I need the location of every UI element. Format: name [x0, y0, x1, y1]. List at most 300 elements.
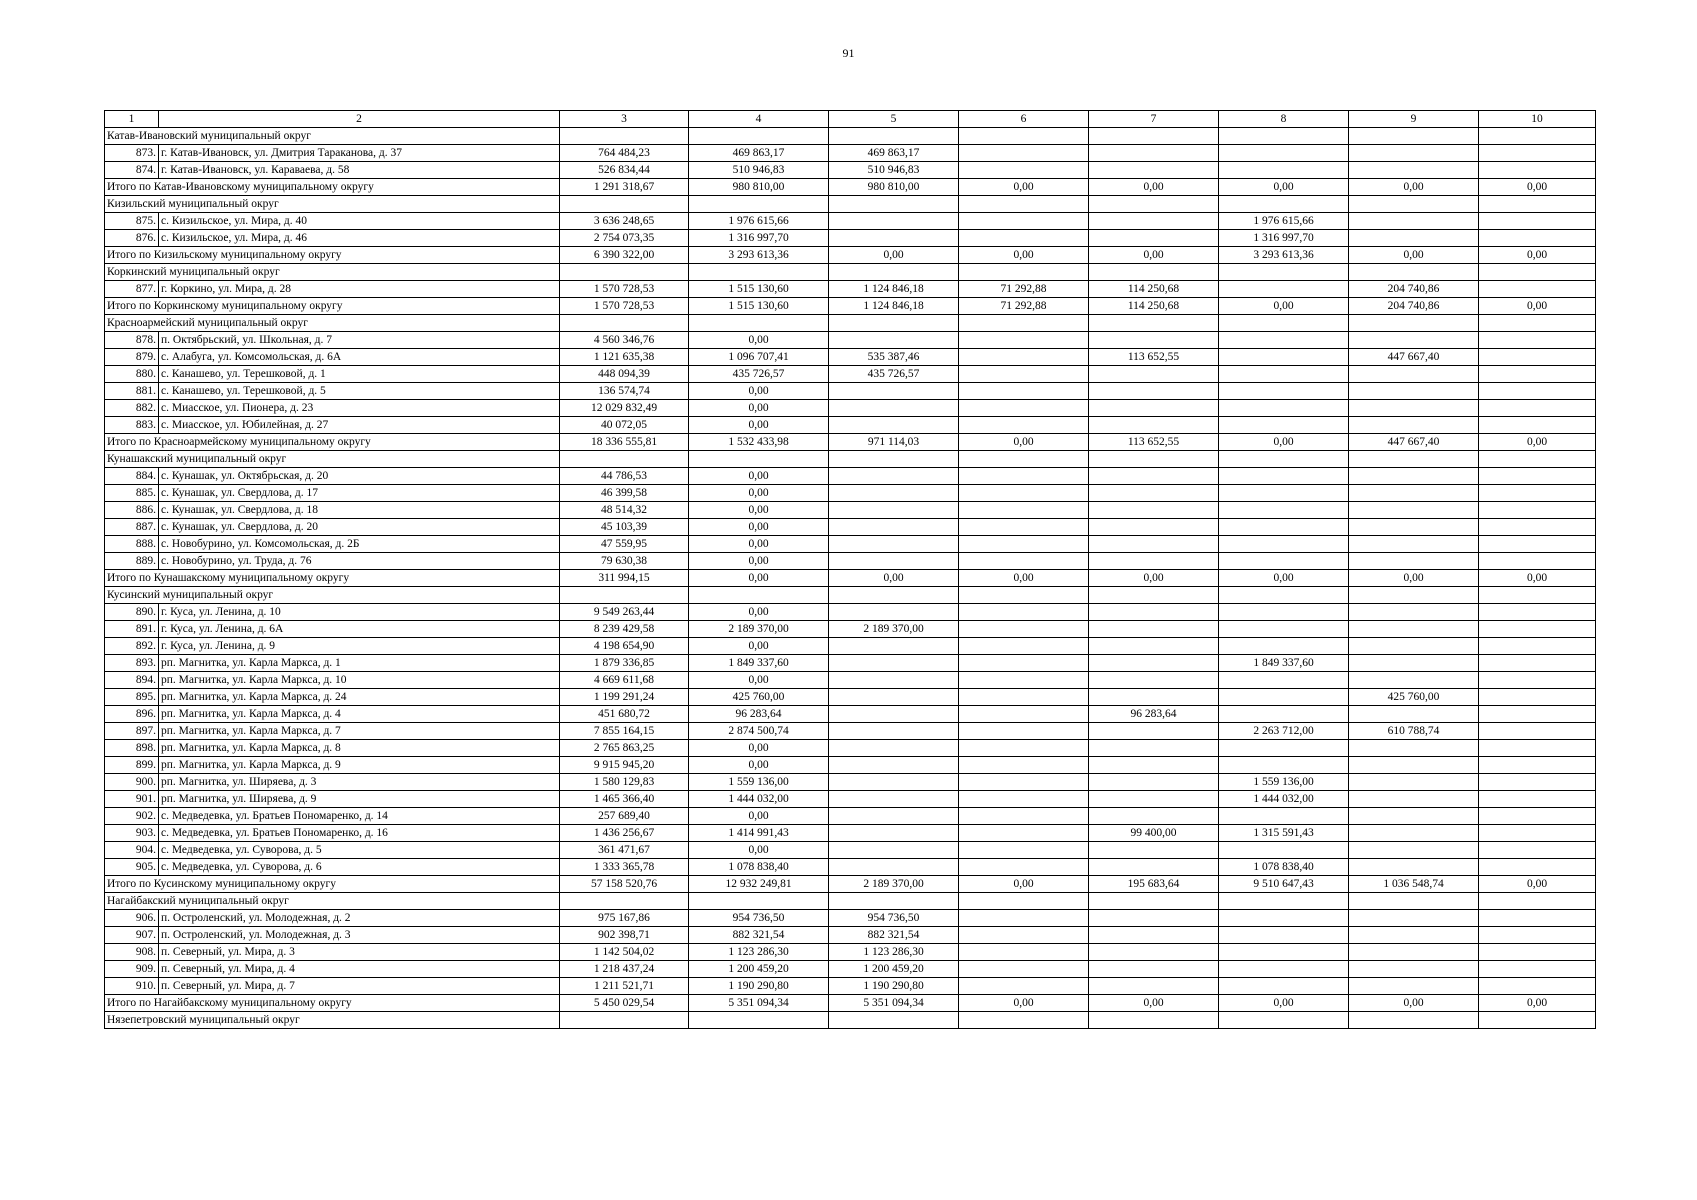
group-label: Катав-Ивановский муниципальный округ: [105, 128, 560, 145]
table-cell: [829, 672, 959, 689]
table-cell: 0,00: [1219, 570, 1349, 587]
address-cell: п. Северный, ул. Мира, д. 3: [159, 944, 560, 961]
column-header: 3: [560, 111, 689, 128]
table-row: [105, 417, 1596, 434]
table-cell: 1 190 290,80: [689, 978, 829, 995]
table-row: [105, 519, 1596, 536]
table-cell: 0,00: [959, 247, 1089, 264]
table-cell: 0,00: [1219, 434, 1349, 451]
table-cell: 902 398,71: [560, 927, 689, 944]
table-cell: [959, 145, 1089, 162]
table-cell: 0,00: [1219, 298, 1349, 315]
table-cell: [959, 825, 1089, 842]
table-cell: [1219, 349, 1349, 366]
row-number: 900.: [105, 774, 159, 791]
table-cell: 469 863,17: [829, 145, 959, 162]
table-cell: [1219, 757, 1349, 774]
table-cell: [959, 672, 1089, 689]
table-cell: 1 211 521,71: [560, 978, 689, 995]
table-cell: [1089, 621, 1219, 638]
table-cell: [1349, 468, 1479, 485]
total-label: Итого по Кизильскому муниципальному округу: [105, 247, 560, 264]
address-cell: рп. Магнитка, ул. Карла Маркса, д. 7: [159, 723, 560, 740]
group-header-row: [105, 196, 1596, 213]
table-row: [105, 859, 1596, 876]
table-row: [105, 978, 1596, 995]
group-header-row: [105, 893, 1596, 910]
table-cell: 0,00: [1089, 247, 1219, 264]
address-cell: с. Кунашак, ул. Свердлова, д. 18: [159, 502, 560, 519]
table-cell: 0,00: [689, 400, 829, 417]
table-cell: 0,00: [689, 417, 829, 434]
table-cell: [829, 638, 959, 655]
table-cell: [1349, 553, 1479, 570]
row-number: 889.: [105, 553, 159, 570]
table-cell: 1 316 997,70: [689, 230, 829, 247]
table-cell: 2 874 500,74: [689, 723, 829, 740]
table-cell: 1 142 504,02: [560, 944, 689, 961]
table-cell: [689, 264, 829, 281]
table-cell: [1219, 451, 1349, 468]
table-cell: 0,00: [1349, 570, 1479, 587]
table-cell: 71 292,88: [959, 281, 1089, 298]
table-cell: [1349, 213, 1479, 230]
table-cell: [1479, 944, 1596, 961]
table-row: [105, 604, 1596, 621]
address-cell: рп. Магнитка, ул. Ширяева, д. 3: [159, 774, 560, 791]
row-number: 887.: [105, 519, 159, 536]
table-cell: [1349, 978, 1479, 995]
table-cell: [1479, 230, 1596, 247]
table-cell: [959, 740, 1089, 757]
table-cell: [959, 502, 1089, 519]
table-cell: [829, 740, 959, 757]
table-cell: [1349, 944, 1479, 961]
row-number: 886.: [105, 502, 159, 519]
table-cell: [1479, 400, 1596, 417]
table-cell: [959, 468, 1089, 485]
table-cell: [829, 128, 959, 145]
table-cell: [1219, 553, 1349, 570]
table-cell: [1349, 961, 1479, 978]
table-cell: [959, 536, 1089, 553]
table-cell: [1479, 604, 1596, 621]
table-cell: 4 560 346,76: [560, 332, 689, 349]
table-cell: 1 570 728,53: [560, 298, 689, 315]
table-cell: 5 351 094,34: [829, 995, 959, 1012]
table-cell: [1089, 791, 1219, 808]
group-header-row: [105, 587, 1596, 604]
table-cell: [959, 315, 1089, 332]
table-cell: [1089, 502, 1219, 519]
table-cell: 136 574,74: [560, 383, 689, 400]
table-cell: 0,00: [1479, 434, 1596, 451]
table-cell: 204 740,86: [1349, 281, 1479, 298]
table-row: [105, 230, 1596, 247]
table-cell: [1479, 757, 1596, 774]
table-cell: 44 786,53: [560, 468, 689, 485]
table-cell: [1479, 740, 1596, 757]
table-cell: 1 465 366,40: [560, 791, 689, 808]
group-label: Коркинский муниципальный округ: [105, 264, 560, 281]
table-cell: [1089, 927, 1219, 944]
table-cell: 0,00: [689, 468, 829, 485]
table-cell: [959, 978, 1089, 995]
table-cell: [1349, 859, 1479, 876]
table-cell: 18 336 555,81: [560, 434, 689, 451]
table-cell: 361 471,67: [560, 842, 689, 859]
address-cell: рп. Магнитка, ул. Карла Маркса, д. 8: [159, 740, 560, 757]
table-cell: 1 218 437,24: [560, 961, 689, 978]
row-number: 903.: [105, 825, 159, 842]
table-cell: [1089, 638, 1219, 655]
table-cell: 954 736,50: [829, 910, 959, 927]
table-cell: 40 072,05: [560, 417, 689, 434]
table-cell: [829, 468, 959, 485]
row-number: 885.: [105, 485, 159, 502]
table-cell: 0,00: [829, 247, 959, 264]
table-cell: 435 726,57: [829, 366, 959, 383]
table-cell: [959, 927, 1089, 944]
table-cell: 447 667,40: [1349, 349, 1479, 366]
row-number: 878.: [105, 332, 159, 349]
table-cell: [1219, 740, 1349, 757]
table-cell: 1 190 290,80: [829, 978, 959, 995]
table-cell: [689, 128, 829, 145]
row-number: 893.: [105, 655, 159, 672]
register-table: [104, 110, 1596, 1029]
address-cell: п. Северный, ул. Мира, д. 7: [159, 978, 560, 995]
table-cell: 764 484,23: [560, 145, 689, 162]
table-cell: [1219, 485, 1349, 502]
row-number: 880.: [105, 366, 159, 383]
table-cell: 0,00: [959, 570, 1089, 587]
table-cell: [1219, 281, 1349, 298]
table-row: [105, 825, 1596, 842]
table-cell: 5 351 094,34: [689, 995, 829, 1012]
table-cell: [1479, 927, 1596, 944]
table-cell: 0,00: [689, 740, 829, 757]
table-cell: [1479, 859, 1596, 876]
table-cell: [1479, 774, 1596, 791]
table-cell: 1 200 459,20: [689, 961, 829, 978]
address-cell: рп. Магнитка, ул. Карла Маркса, д. 24: [159, 689, 560, 706]
address-cell: с. Кунашак, ул. Октябрьская, д. 20: [159, 468, 560, 485]
table-body: [105, 111, 1596, 1029]
address-cell: рп. Магнитка, ул. Карла Маркса, д. 10: [159, 672, 560, 689]
table-cell: [1349, 366, 1479, 383]
table-cell: [829, 196, 959, 213]
table-cell: [959, 349, 1089, 366]
table-cell: [560, 587, 689, 604]
table-cell: 1 200 459,20: [829, 961, 959, 978]
table-cell: [959, 196, 1089, 213]
table-cell: 1 879 336,85: [560, 655, 689, 672]
table-cell: 0,00: [1089, 570, 1219, 587]
table-cell: [1089, 604, 1219, 621]
table-cell: [1479, 196, 1596, 213]
table-cell: 2 189 370,00: [829, 876, 959, 893]
table-row: [105, 366, 1596, 383]
table-row: [105, 553, 1596, 570]
table-cell: 1 515 130,60: [689, 298, 829, 315]
group-label: Кунашакский муниципальный округ: [105, 451, 560, 468]
table-cell: 0,00: [689, 757, 829, 774]
table-cell: 2 263 712,00: [1219, 723, 1349, 740]
row-number: 890.: [105, 604, 159, 621]
table-cell: [1349, 1012, 1479, 1029]
table-cell: 0,00: [959, 179, 1089, 196]
table-cell: 0,00: [1349, 247, 1479, 264]
table-cell: 1 849 337,60: [1219, 655, 1349, 672]
table-cell: [1089, 910, 1219, 927]
row-number: 899.: [105, 757, 159, 774]
table-cell: [959, 961, 1089, 978]
table-cell: 45 103,39: [560, 519, 689, 536]
table-cell: [1219, 417, 1349, 434]
table-cell: 0,00: [689, 638, 829, 655]
table-cell: 0,00: [689, 536, 829, 553]
table-cell: [1089, 400, 1219, 417]
table-cell: [829, 332, 959, 349]
group-label: Нязепетровский муниципальный округ: [105, 1012, 560, 1029]
table-cell: [1479, 519, 1596, 536]
table-cell: [829, 230, 959, 247]
address-cell: с. Канашево, ул. Терешковой, д. 5: [159, 383, 560, 400]
address-cell: с. Канашево, ул. Терешковой, д. 1: [159, 366, 560, 383]
table-cell: [829, 519, 959, 536]
group-label: Кизильский муниципальный округ: [105, 196, 560, 213]
table-cell: [1089, 774, 1219, 791]
table-cell: 99 400,00: [1089, 825, 1219, 842]
table-cell: [1349, 842, 1479, 859]
table-cell: [1219, 400, 1349, 417]
table-row: [105, 791, 1596, 808]
table-cell: [560, 893, 689, 910]
table-cell: [1219, 706, 1349, 723]
table-cell: 0,00: [689, 570, 829, 587]
table-cell: 1 096 707,41: [689, 349, 829, 366]
table-cell: 980 810,00: [689, 179, 829, 196]
total-label: Итого по Красноармейскому муниципальному округу: [105, 434, 560, 451]
table-cell: 1 316 997,70: [1219, 230, 1349, 247]
table-row: [105, 842, 1596, 859]
table-cell: [829, 689, 959, 706]
table-cell: [1219, 808, 1349, 825]
table-cell: [959, 774, 1089, 791]
table-cell: 1 559 136,00: [1219, 774, 1349, 791]
table-cell: [959, 485, 1089, 502]
table-cell: [1089, 162, 1219, 179]
column-header-row: [105, 111, 1596, 128]
table-cell: 195 683,64: [1089, 876, 1219, 893]
table-cell: [1349, 808, 1479, 825]
table-cell: [1349, 655, 1479, 672]
table-cell: 435 726,57: [689, 366, 829, 383]
table-cell: 0,00: [689, 604, 829, 621]
table-cell: [1349, 264, 1479, 281]
address-cell: с. Новобурино, ул. Комсомольская, д. 2Б: [159, 536, 560, 553]
table-row: [105, 774, 1596, 791]
table-cell: [1089, 264, 1219, 281]
table-cell: [1349, 519, 1479, 536]
table-row: [105, 672, 1596, 689]
table-cell: [829, 604, 959, 621]
row-number: 907.: [105, 927, 159, 944]
table-cell: 0,00: [689, 808, 829, 825]
address-cell: г. Куса, ул. Ленина, д. 10: [159, 604, 560, 621]
table-cell: [1219, 128, 1349, 145]
row-number: 909.: [105, 961, 159, 978]
table-cell: [1479, 145, 1596, 162]
table-cell: [1089, 842, 1219, 859]
table-cell: [959, 910, 1089, 927]
table-row: [105, 485, 1596, 502]
table-cell: 0,00: [1089, 179, 1219, 196]
table-cell: [1479, 672, 1596, 689]
table-cell: [1089, 893, 1219, 910]
table-cell: [1089, 485, 1219, 502]
table-cell: [829, 842, 959, 859]
table-cell: [1479, 587, 1596, 604]
table-cell: 0,00: [1349, 995, 1479, 1012]
table-cell: [1479, 910, 1596, 927]
table-cell: [1219, 910, 1349, 927]
table-cell: [829, 536, 959, 553]
total-row: [105, 570, 1596, 587]
address-cell: с. Медведевка, ул. Суворова, д. 5: [159, 842, 560, 859]
table-row: [105, 723, 1596, 740]
table-cell: [959, 842, 1089, 859]
group-label: Красноармейский муниципальный округ: [105, 315, 560, 332]
address-cell: с. Кизильское, ул. Мира, д. 40: [159, 213, 560, 230]
table-cell: 1 036 548,74: [1349, 876, 1479, 893]
table-cell: [1479, 1012, 1596, 1029]
table-cell: [829, 655, 959, 672]
address-cell: с. Медведевка, ул. Братьев Пономаренко, д. 14: [159, 808, 560, 825]
table-cell: 0,00: [689, 519, 829, 536]
table-cell: 1 121 635,38: [560, 349, 689, 366]
table-cell: 5 450 029,54: [560, 995, 689, 1012]
table-cell: [1219, 332, 1349, 349]
row-number: 897.: [105, 723, 159, 740]
table-cell: [959, 621, 1089, 638]
table-cell: [1219, 638, 1349, 655]
table-cell: 96 283,64: [1089, 706, 1219, 723]
table-cell: [1089, 315, 1219, 332]
row-number: 882.: [105, 400, 159, 417]
table-cell: 1 436 256,67: [560, 825, 689, 842]
address-cell: п. Остроленский, ул. Молодежная, д. 3: [159, 927, 560, 944]
table-cell: [829, 808, 959, 825]
table-cell: 9 549 263,44: [560, 604, 689, 621]
table-row: [105, 468, 1596, 485]
table-cell: [1349, 893, 1479, 910]
table-cell: 48 514,32: [560, 502, 689, 519]
table-cell: [1219, 672, 1349, 689]
table-cell: 9 510 647,43: [1219, 876, 1349, 893]
table-row: [105, 162, 1596, 179]
table-cell: [959, 689, 1089, 706]
table-cell: 954 736,50: [689, 910, 829, 927]
table-cell: [689, 451, 829, 468]
table-cell: [1089, 383, 1219, 400]
table-cell: [1479, 502, 1596, 519]
address-cell: с. Кизильское, ул. Мира, д. 46: [159, 230, 560, 247]
table-cell: [959, 417, 1089, 434]
table-cell: [1089, 808, 1219, 825]
column-header: 8: [1219, 111, 1349, 128]
table-row: [105, 757, 1596, 774]
table-cell: [829, 587, 959, 604]
row-number: 902.: [105, 808, 159, 825]
table-cell: [1349, 145, 1479, 162]
table-cell: 526 834,44: [560, 162, 689, 179]
table-cell: [1479, 383, 1596, 400]
table-cell: [959, 757, 1089, 774]
table-cell: [959, 791, 1089, 808]
table-cell: 0,00: [1479, 247, 1596, 264]
table-cell: 882 321,54: [689, 927, 829, 944]
table-cell: [1479, 417, 1596, 434]
column-header: 2: [159, 111, 560, 128]
address-cell: с. Новобурино, ул. Труда, д. 76: [159, 553, 560, 570]
table-cell: 0,00: [1479, 298, 1596, 315]
table-cell: [959, 859, 1089, 876]
table-cell: [959, 230, 1089, 247]
table-cell: [1479, 332, 1596, 349]
address-cell: с. Медведевка, ул. Суворова, д. 6: [159, 859, 560, 876]
table-cell: [1219, 536, 1349, 553]
table-row: [105, 961, 1596, 978]
table-cell: [1479, 128, 1596, 145]
table-cell: [1089, 655, 1219, 672]
table-cell: 1 124 846,18: [829, 298, 959, 315]
table-row: [105, 927, 1596, 944]
table-cell: [959, 332, 1089, 349]
column-header: 9: [1349, 111, 1479, 128]
table-cell: 469 863,17: [689, 145, 829, 162]
column-header: 1: [105, 111, 159, 128]
table-cell: 46 399,58: [560, 485, 689, 502]
table-cell: [560, 1012, 689, 1029]
table-cell: 447 667,40: [1349, 434, 1479, 451]
table-cell: [560, 451, 689, 468]
table-cell: [1479, 706, 1596, 723]
table-cell: 1 123 286,30: [689, 944, 829, 961]
row-number: 894.: [105, 672, 159, 689]
table-cell: [1089, 128, 1219, 145]
table-cell: 1 532 433,98: [689, 434, 829, 451]
table-cell: [1089, 417, 1219, 434]
table-cell: 0,00: [1479, 876, 1596, 893]
table-cell: [1349, 825, 1479, 842]
table-cell: [1219, 621, 1349, 638]
table-cell: [1349, 332, 1479, 349]
table-cell: [829, 757, 959, 774]
row-number: 901.: [105, 791, 159, 808]
table-cell: [1089, 468, 1219, 485]
table-cell: [829, 451, 959, 468]
table-cell: [1479, 842, 1596, 859]
table-cell: [1349, 740, 1479, 757]
table-cell: 1 291 318,67: [560, 179, 689, 196]
table-cell: [1349, 757, 1479, 774]
table-cell: 0,00: [689, 842, 829, 859]
table-cell: [1089, 859, 1219, 876]
table-cell: [829, 315, 959, 332]
table-cell: [1089, 536, 1219, 553]
